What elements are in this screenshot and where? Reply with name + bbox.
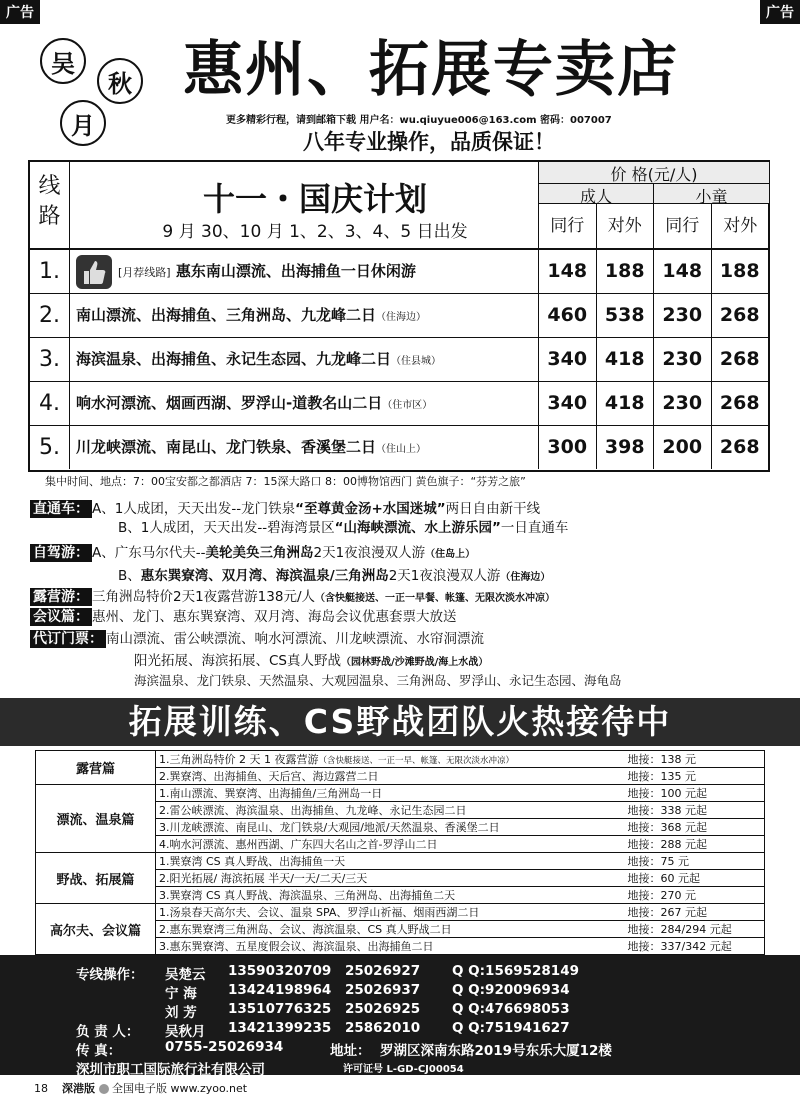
price-adult-peer: 460	[538, 294, 596, 337]
adult-public-header: 对外	[597, 204, 655, 248]
package-item: 2.巽寮湾、出海捕鱼、天后宫、海边露营二日	[156, 768, 625, 785]
contact-qq: Q Q:1569528149	[452, 963, 579, 979]
price-header	[538, 162, 768, 248]
brand-title: 惠州、拓展专卖店	[183, 35, 679, 105]
package-item: 2.惠东巽寮湾三角洲岛、会议、海滨温泉、CS 真人野战二日	[156, 921, 625, 938]
route-row-1	[30, 250, 768, 294]
fax-label: 传 真：	[76, 1043, 122, 1059]
price-child-public: 268	[711, 294, 769, 337]
price-adult-public: 538	[596, 294, 654, 337]
price-child-public: 268	[711, 338, 769, 381]
contact-name: 吴楚云	[165, 967, 206, 983]
price-child-peer: 230	[653, 382, 711, 425]
price-child-peer: 230	[653, 294, 711, 337]
child-peer-header: 同行	[654, 204, 712, 248]
price-adult-public: 418	[596, 338, 654, 381]
route-row-2	[30, 294, 768, 338]
ops-label: 专线操作：	[76, 967, 144, 983]
price-adult-peer: 300	[538, 426, 596, 469]
adult-peer-header: 同行	[539, 204, 597, 248]
package-price: 地接：338 元起	[625, 802, 765, 819]
promo-banner: 拓展训练、CS野战团队火热接待中	[0, 698, 800, 746]
page-number: 18	[34, 1082, 48, 1095]
route-number: 4.	[30, 382, 70, 425]
edition-label: 深港版	[62, 1082, 95, 1095]
seal-char-1: 吴	[40, 38, 86, 84]
route-number: 1.	[30, 250, 70, 293]
package-item: 3.川龙峡漂流、南昆山、龙门铁泉/大观园/地派/天然温泉、香溪堡二日	[156, 819, 625, 836]
price-adult-peer: 340	[538, 338, 596, 381]
contact-name: 宁 海	[165, 986, 197, 1002]
price-child-peer: 200	[653, 426, 711, 469]
price-adult-public: 188	[596, 250, 654, 293]
manager-phone: 13421399235	[228, 1020, 332, 1036]
package-price: 地接：337/342 元起	[625, 938, 765, 955]
package-category: 露营篇	[36, 751, 156, 785]
address: 罗湖区深南东路2019号东乐大厦12楼	[380, 1043, 612, 1059]
ad-label-left: 广告	[0, 0, 40, 24]
price-adult-public: 398	[596, 426, 654, 469]
page-footer	[34, 1080, 247, 1096]
package-item: 1.三角洲岛特价 2 天 1 夜露营游（含快艇接送、一正一早、帐篷、无限次淡水冲凉）	[156, 751, 625, 768]
price-child-peer: 148	[653, 250, 711, 293]
contact-phone: 13590320709	[228, 963, 332, 979]
seal-char-3: 月	[60, 100, 106, 146]
site-link: 全国电子版 www.zyoo.net	[112, 1082, 248, 1095]
tickets-line-1: 代订门票： 南山漂流、雷公峡漂流、响水河漂流、川龙峡漂流、水帘洞漂流	[30, 630, 484, 648]
package-item: 2.阳光拓展/ 海滨拓展 半天/一天/二天/三天	[156, 870, 625, 887]
route-title: 海滨温泉、出海捕鱼、永记生态园、九龙峰二日（住县城）	[76, 350, 442, 368]
route-title: 南山漂流、出海捕鱼、三角洲岛、九龙峰二日（住海边）	[76, 306, 427, 324]
contact-tel: 25026937	[345, 982, 421, 998]
route-number: 3.	[30, 338, 70, 381]
manager-label: 负 责 人：	[76, 1024, 140, 1040]
package-price: 地接：284/294 元起	[625, 921, 765, 938]
adult-header: 成人	[539, 184, 654, 204]
package-item: 4.响水河漂流、惠州西湖、广东四大名山之首-罗浮山二日	[156, 836, 625, 853]
package-item: 1.南山漂流、巽寮湾、出海捕鱼/三角洲岛一日	[156, 785, 625, 802]
self-drive-a: 自驾游： A、广东马尔代夫--美轮美奂三角洲岛2天1夜浪漫双人游（住岛上）	[30, 544, 475, 564]
meeting-info: 集中时间、地点：7：00宝安都之都酒店 7：15深大路口 8：00博物馆西门 黄色旗子：“芬芳之旅”	[45, 475, 526, 488]
manager-qq: Q Q:751941627	[452, 1020, 570, 1036]
thumbs-up-icon	[76, 255, 112, 289]
price-title: 价 格(元/人)	[539, 162, 769, 184]
license-number: 许可证号 L-GD-CJ00054	[343, 1064, 464, 1075]
price-adult-public: 418	[596, 382, 654, 425]
tickets-line-2: 阳光拓展、海滨拓展、CS真人野战（园林野战/沙滩野战/海上水战）	[134, 653, 489, 669]
route-table	[28, 160, 770, 472]
slogan: 八年专业操作，品质保证！	[303, 130, 555, 154]
package-price: 地接：270 元	[625, 887, 765, 904]
plan-title: 十一・国庆计划	[202, 180, 427, 218]
contact-name: 刘 芳	[165, 1005, 197, 1021]
info-line: 更多精彩行程，请到邮箱下载 用户名：wu.qiuyue006@163.com 密码：007007	[226, 115, 612, 126]
contact-qq: Q Q:476698053	[452, 1001, 570, 1017]
table-row	[36, 751, 765, 768]
route-column-label: 线 路	[30, 162, 70, 248]
circle-icon	[99, 1084, 109, 1094]
table-row	[36, 853, 765, 870]
package-price: 地接：75 元	[625, 853, 765, 870]
route-row-4	[30, 382, 768, 426]
package-price: 地接：267 元起	[625, 904, 765, 921]
contact-qq: Q Q:920096934	[452, 982, 570, 998]
ad-label-right: 广告	[760, 0, 800, 24]
package-category: 高尔夫、会议篇	[36, 904, 156, 955]
contact-phone: 13510776325	[228, 1001, 332, 1017]
route-number: 5.	[30, 426, 70, 469]
package-table	[35, 750, 765, 955]
self-drive-b: B、惠东巽寮湾、双月湾、海滨温泉/三角洲岛2天1夜浪漫双人游（住海边）	[118, 568, 551, 584]
package-item: 2.雷公峡漂流、海滨温泉、出海捕鱼、九龙峰、永记生态园二日	[156, 802, 625, 819]
company-name: 深圳市职工国际旅行社有限公司	[76, 1062, 265, 1078]
route-table-header	[30, 162, 768, 250]
package-price: 地接：100 元起	[625, 785, 765, 802]
direct-bus-b: B、1人成团，天天出发--碧海湾景区“山海峡漂流、水上游乐园”一日直通车	[118, 520, 569, 536]
package-item: 3.惠东巽寮湾、五星度假会议、海滨温泉、出海捕鱼二日	[156, 938, 625, 955]
package-price: 地接：135 元	[625, 768, 765, 785]
contact-tel: 25026927	[345, 963, 421, 979]
package-price: 地接：288 元起	[625, 836, 765, 853]
package-price: 地接：60 元起	[625, 870, 765, 887]
route-number: 2.	[30, 294, 70, 337]
package-category: 漂流、温泉篇	[36, 785, 156, 853]
child-public-header: 对外	[723, 216, 758, 236]
direct-bus-a: 直通车： A、1人成团，天天出发--龙门铁泉“至尊黄金汤+水国迷城”两日自由新干线	[30, 500, 540, 518]
route-title: 川龙峡漂流、南昆山、龙门铁泉、香溪堡二日（住山上）	[76, 438, 427, 456]
camping: 露营游： 三角洲岛特价2天1夜露营游138元/人（含快艇接送、一正一早餐、帐篷、无限次淡水冲凉）	[30, 588, 555, 608]
manager-name: 吴秋月	[165, 1024, 206, 1040]
contact-panel	[0, 955, 800, 1078]
package-price: 地接：138 元	[625, 751, 765, 768]
price-child-peer: 230	[653, 338, 711, 381]
manager-tel: 25862010	[345, 1020, 421, 1036]
table-row	[36, 785, 765, 802]
fax-number: 0755-25026934	[165, 1039, 284, 1055]
price-adult-peer: 148	[538, 250, 596, 293]
price-child-public: 268	[711, 382, 769, 425]
departure-dates: 9 月 30、10 月 1、2、3、4、5 日出发	[162, 222, 468, 242]
table-row	[36, 904, 765, 921]
route-row-3	[30, 338, 768, 382]
price-child-public: 188	[711, 250, 769, 293]
contact-tel: 25026925	[345, 1001, 421, 1017]
seal-char-2: 秋	[97, 58, 143, 104]
package-item: 1.汤泉春天高尔夫、会议、温泉 SPA、罗浮山祈福、烟雨西湖二日	[156, 904, 625, 921]
route-row-5	[30, 426, 768, 470]
tickets-line-3: 海滨温泉、龙门铁泉、天然温泉、大观园温泉、三角洲岛、罗浮山、永记生态园、海龟岛	[134, 673, 622, 688]
package-price: 地接：368 元起	[625, 819, 765, 836]
contact-phone: 13424198964	[228, 982, 332, 998]
address-label: 地址：	[330, 1043, 371, 1059]
conference: 会议篇： 惠州、龙门、惠东巽寮湾、双月湾、海岛会议优惠套票大放送	[30, 608, 457, 626]
child-header: 小童	[654, 184, 769, 204]
package-item: 1.巽寮湾 CS 真人野战、出海捕鱼一天	[156, 853, 625, 870]
package-category: 野战、拓展篇	[36, 853, 156, 904]
route-title: [月荐线路] 惠东南山漂流、出海捕鱼一日休闲游	[76, 250, 416, 293]
price-adult-peer: 340	[538, 382, 596, 425]
package-item: 3.巽寮湾 CS 真人野战、海滨温泉、三角洲岛、出海捕鱼二天	[156, 887, 625, 904]
price-child-public: 268	[711, 426, 769, 469]
route-title: 响水河漂流、烟画西湖、罗浮山-道教名山二日（住市区）	[76, 394, 433, 412]
